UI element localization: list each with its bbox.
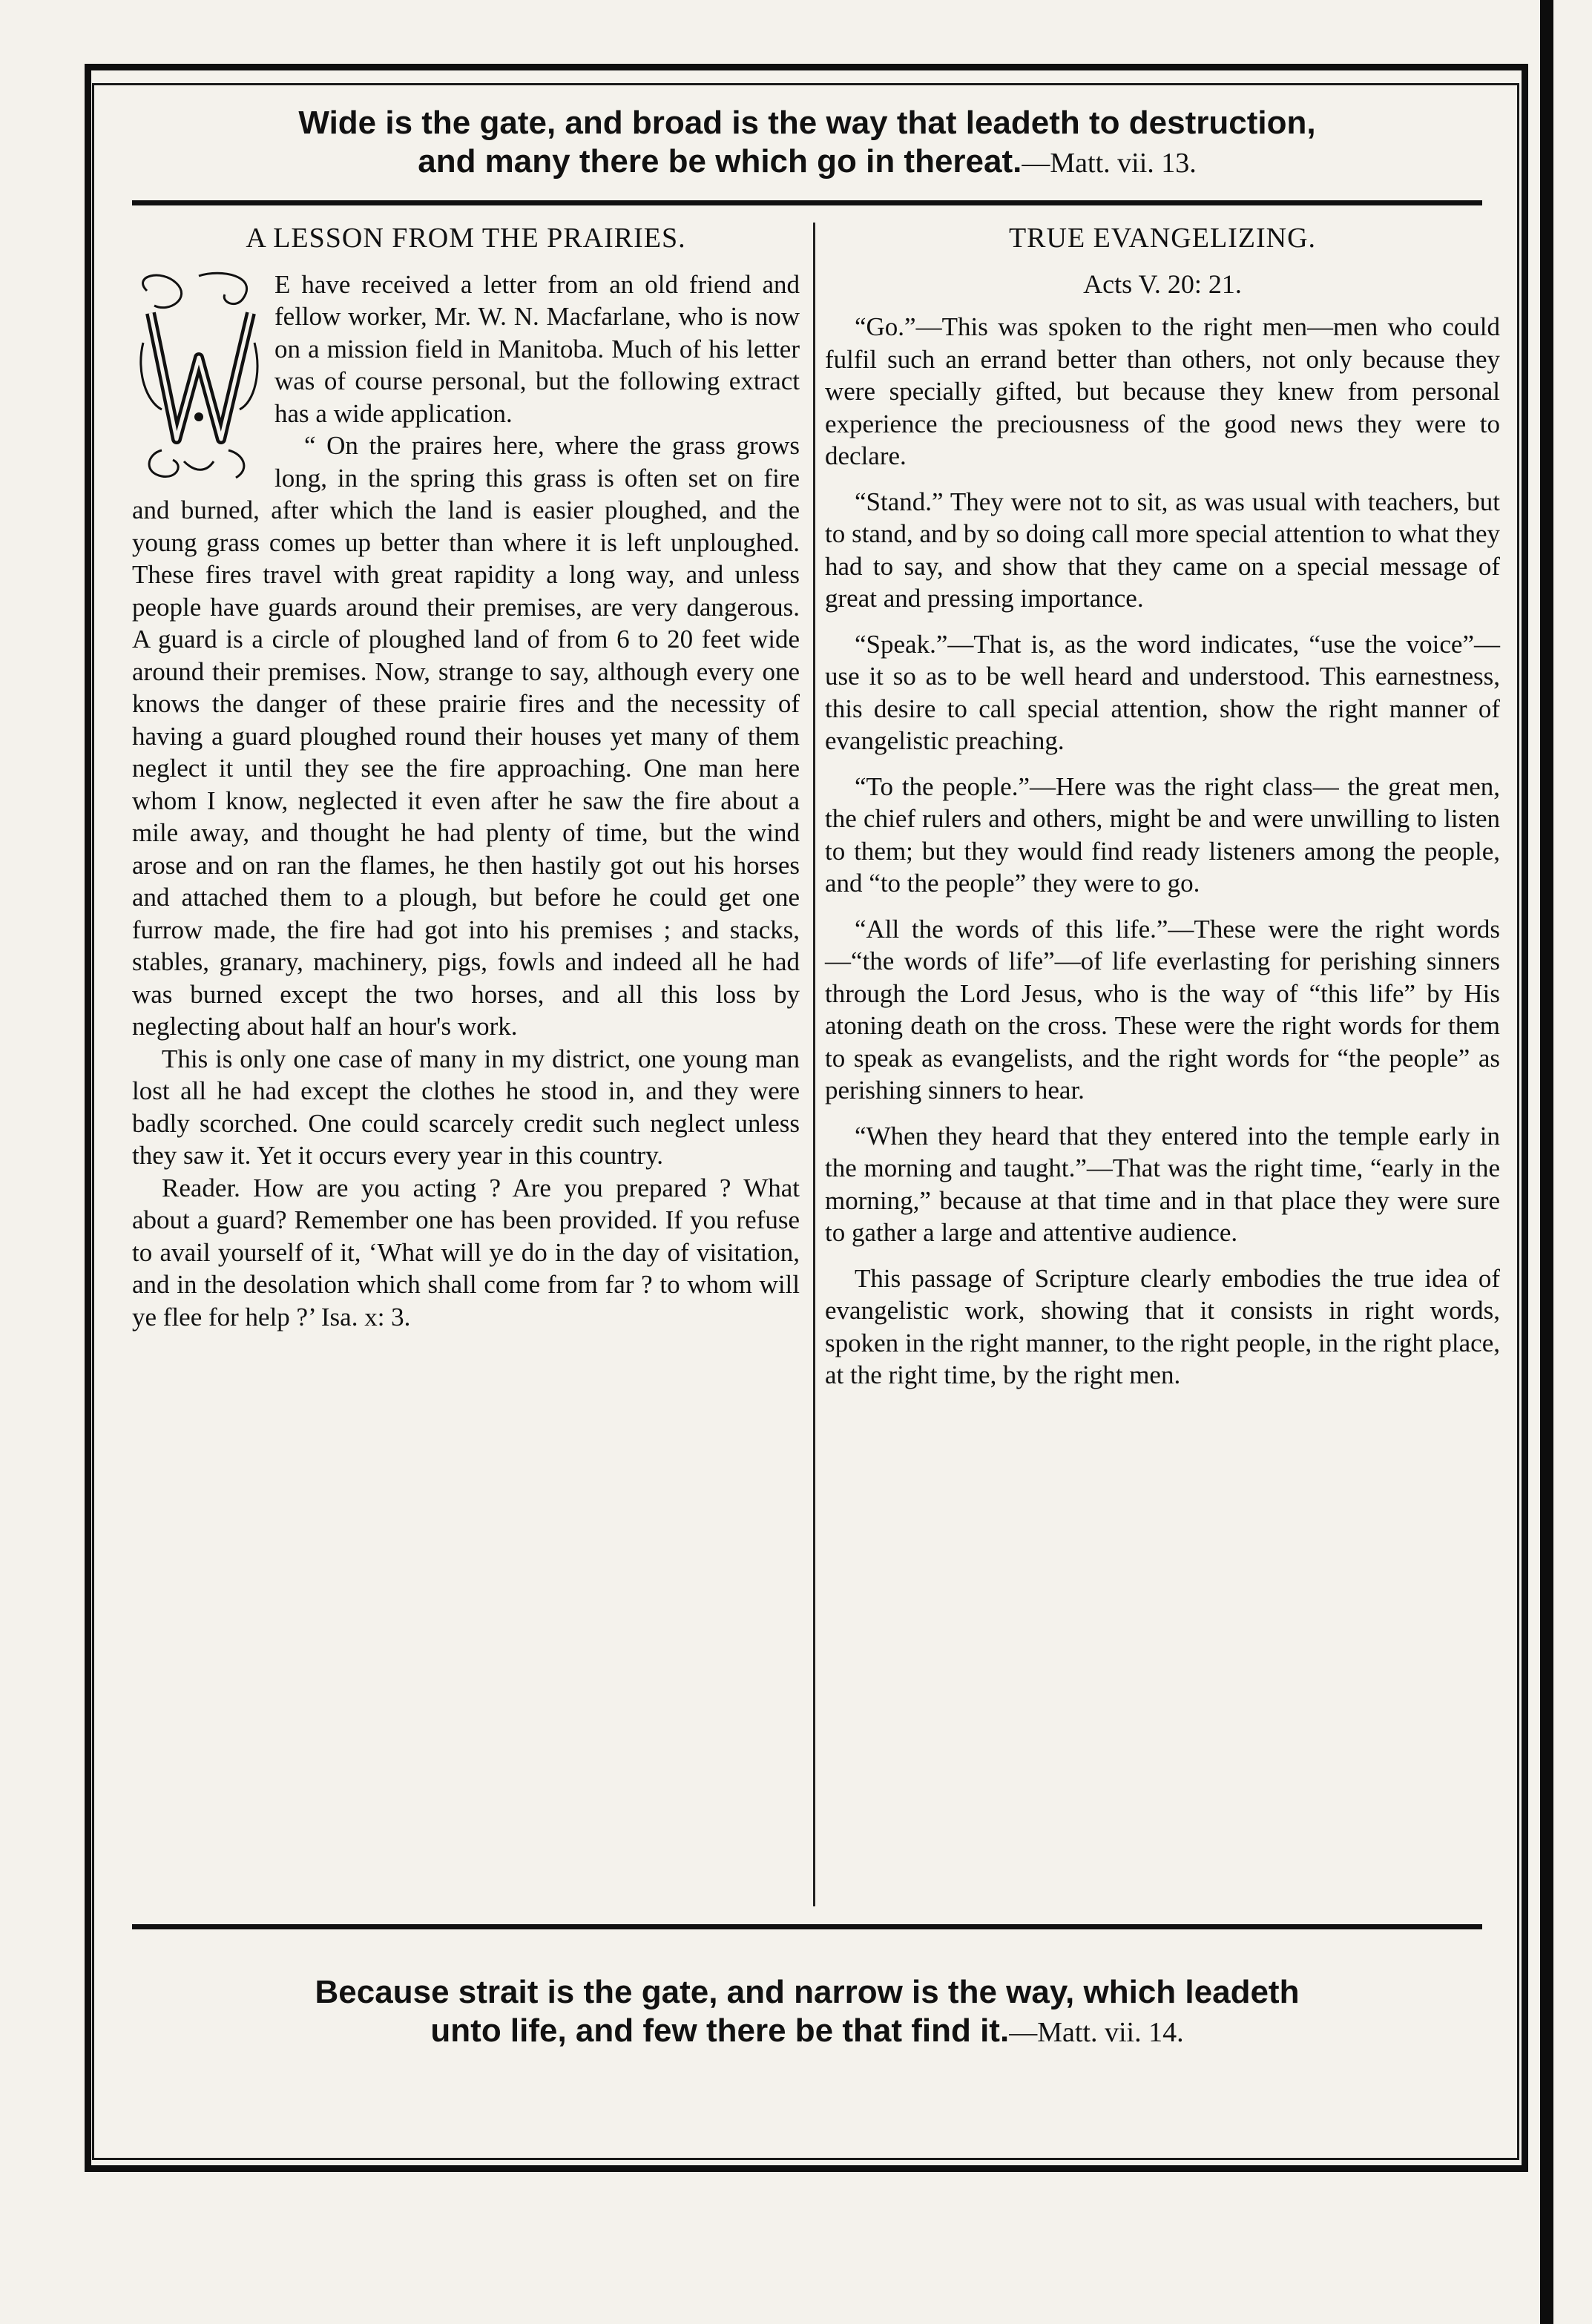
ornamental-initial-w-icon	[132, 269, 266, 484]
left-paragraph-1: E have received a letter from an old friend and fellow worker, Mr. W. N. Macfarlane, who is now on a mission field in Manitoba. Much of his letter was of course personal, but the following extract has a wide application.	[274, 269, 800, 428]
left-paragraph-4: Reader. How are you acting ? Are you prepared ? What about a guard? Remember one has been provided. If you refuse to avail yourself of it, ‘What will ye do in the day of visitation, and in the desolation which shall come from far ? to whom will ye flee for help ?’ Isa. x: 3.	[132, 1173, 800, 1331]
right-paragraph-2: “Stand.” They were not to sit, as was usual with teachers, but to stand, and by so doing call more special attention to what they had to say, and show that they came on a special message of great and pressing importance.	[825, 487, 1500, 613]
top-divider	[132, 200, 1482, 205]
left-paragraph-2: “ On the praires here, where the grass grows long, in the spring this grass is often set on fire and burned, after which the land is easier ploughed, and the young grass comes up better than where it is left unploughed. These fires travel with great rapidity a long way, and unless people have guards around their premises, are very dangerous. A guard is a circle of ploughed land of from 6 to 20 feet wide around their premises. Now, strange to say, although every one knows the danger of these prairie fires and the necessity of having a guard ploughed round their houses yet many of them neglect it until they see the fire approaching. One man here whom I know, neglected it even after he saw the fire about a mile away, and thought he had plenty of time, but the wind arose and on ran the flames, he then hastily got out his horses and attached them to a plough, but before he could get one furrow made, the fire had got into his premises ; and stacks, stables, granary, machinery, pigs, fowls and indeed all he had was burned except the two horses, and all this loss by neglecting about half an hour's work.	[132, 431, 800, 1041]
bottom-verse	[119, 1973, 1496, 2052]
top-verse-reference: —Matt. vii. 13.	[1022, 148, 1197, 179]
right-article-reference: Acts V. 20: 21.	[1083, 269, 1242, 299]
right-paragraph-6: “When they heard that they entered into the temple early in the morning and taught.”—That was the right time, “early in the morning,” because at that time and in that place they were sure to gather a large and attentive audience.	[825, 1121, 1500, 1247]
right-paragraph-4: “To the people.”—Here was the right class— the great men, the chief rulers and others, might be and were unwilling to listen to them; but they would find ready listeners among the people, and “to the people” they were to go.	[825, 771, 1500, 898]
right-paragraph-7: This passage of Scripture clearly embodies the true idea of evangelistic work, showing that it consists in right words, spoken in the right manner, to the right people, in the right place, at the right time, by the right men.	[825, 1263, 1500, 1389]
bottom-verse-line-2: unto life, and few there be that find it.—Matt. vii. 14.	[430, 2012, 1184, 2049]
bottom-verse-line-1: Because strait is the gate, and narrow is the way, which leadeth	[315, 1974, 1300, 2010]
column-divider	[813, 223, 815, 1906]
binding-edge	[1540, 0, 1553, 2324]
left-article-title: A LESSON FROM THE PRAIRIES.	[246, 223, 686, 254]
bottom-divider	[132, 1924, 1482, 1929]
top-verse-line-1: Wide is the gate, and broad is the way that leadeth to destruction,	[298, 105, 1316, 141]
right-paragraph-5: “All the words of this life.”—These were the right words—“the words of life”—of life everlasting for perishing sinners through the Lord Jesus, who is the way of “this life” by His atoning death on the cross. These were the right words for them to speak as evangelists, and the right words for “the people” as perishing sinners to hear.	[825, 914, 1500, 1105]
right-article-title: TRUE EVANGELIZING.	[1008, 223, 1317, 254]
left-article	[132, 223, 800, 1333]
left-paragraph-3: This is only one case of many in my district, one young man lost all he had except the clothes he stood in, and they were badly scorched. One could scarcely credit such neglect unless they saw it. Yet it occurs every year in this country.	[132, 1044, 800, 1170]
right-paragraph-1: “Go.”—This was spoken to the right men—men who could fulfil such an errand better than others, not only because they were specially gifted, but because they knew from personal experience the preciousness of the good news they were to declare.	[825, 312, 1500, 470]
right-paragraph-3: “Speak.”—That is, as the word indicates, “use the voice”—use it so as to be well heard and understood. This earnestness, this desire to call special attention, show the right manner of evangelistic preaching.	[825, 629, 1500, 755]
top-verse-line-2: and many there be which go in thereat.—Matt. vii. 13.	[418, 143, 1197, 180]
top-verse	[119, 104, 1496, 182]
bottom-verse-reference: —Matt. vii. 14.	[1009, 2017, 1184, 2048]
right-article	[825, 223, 1500, 1405]
